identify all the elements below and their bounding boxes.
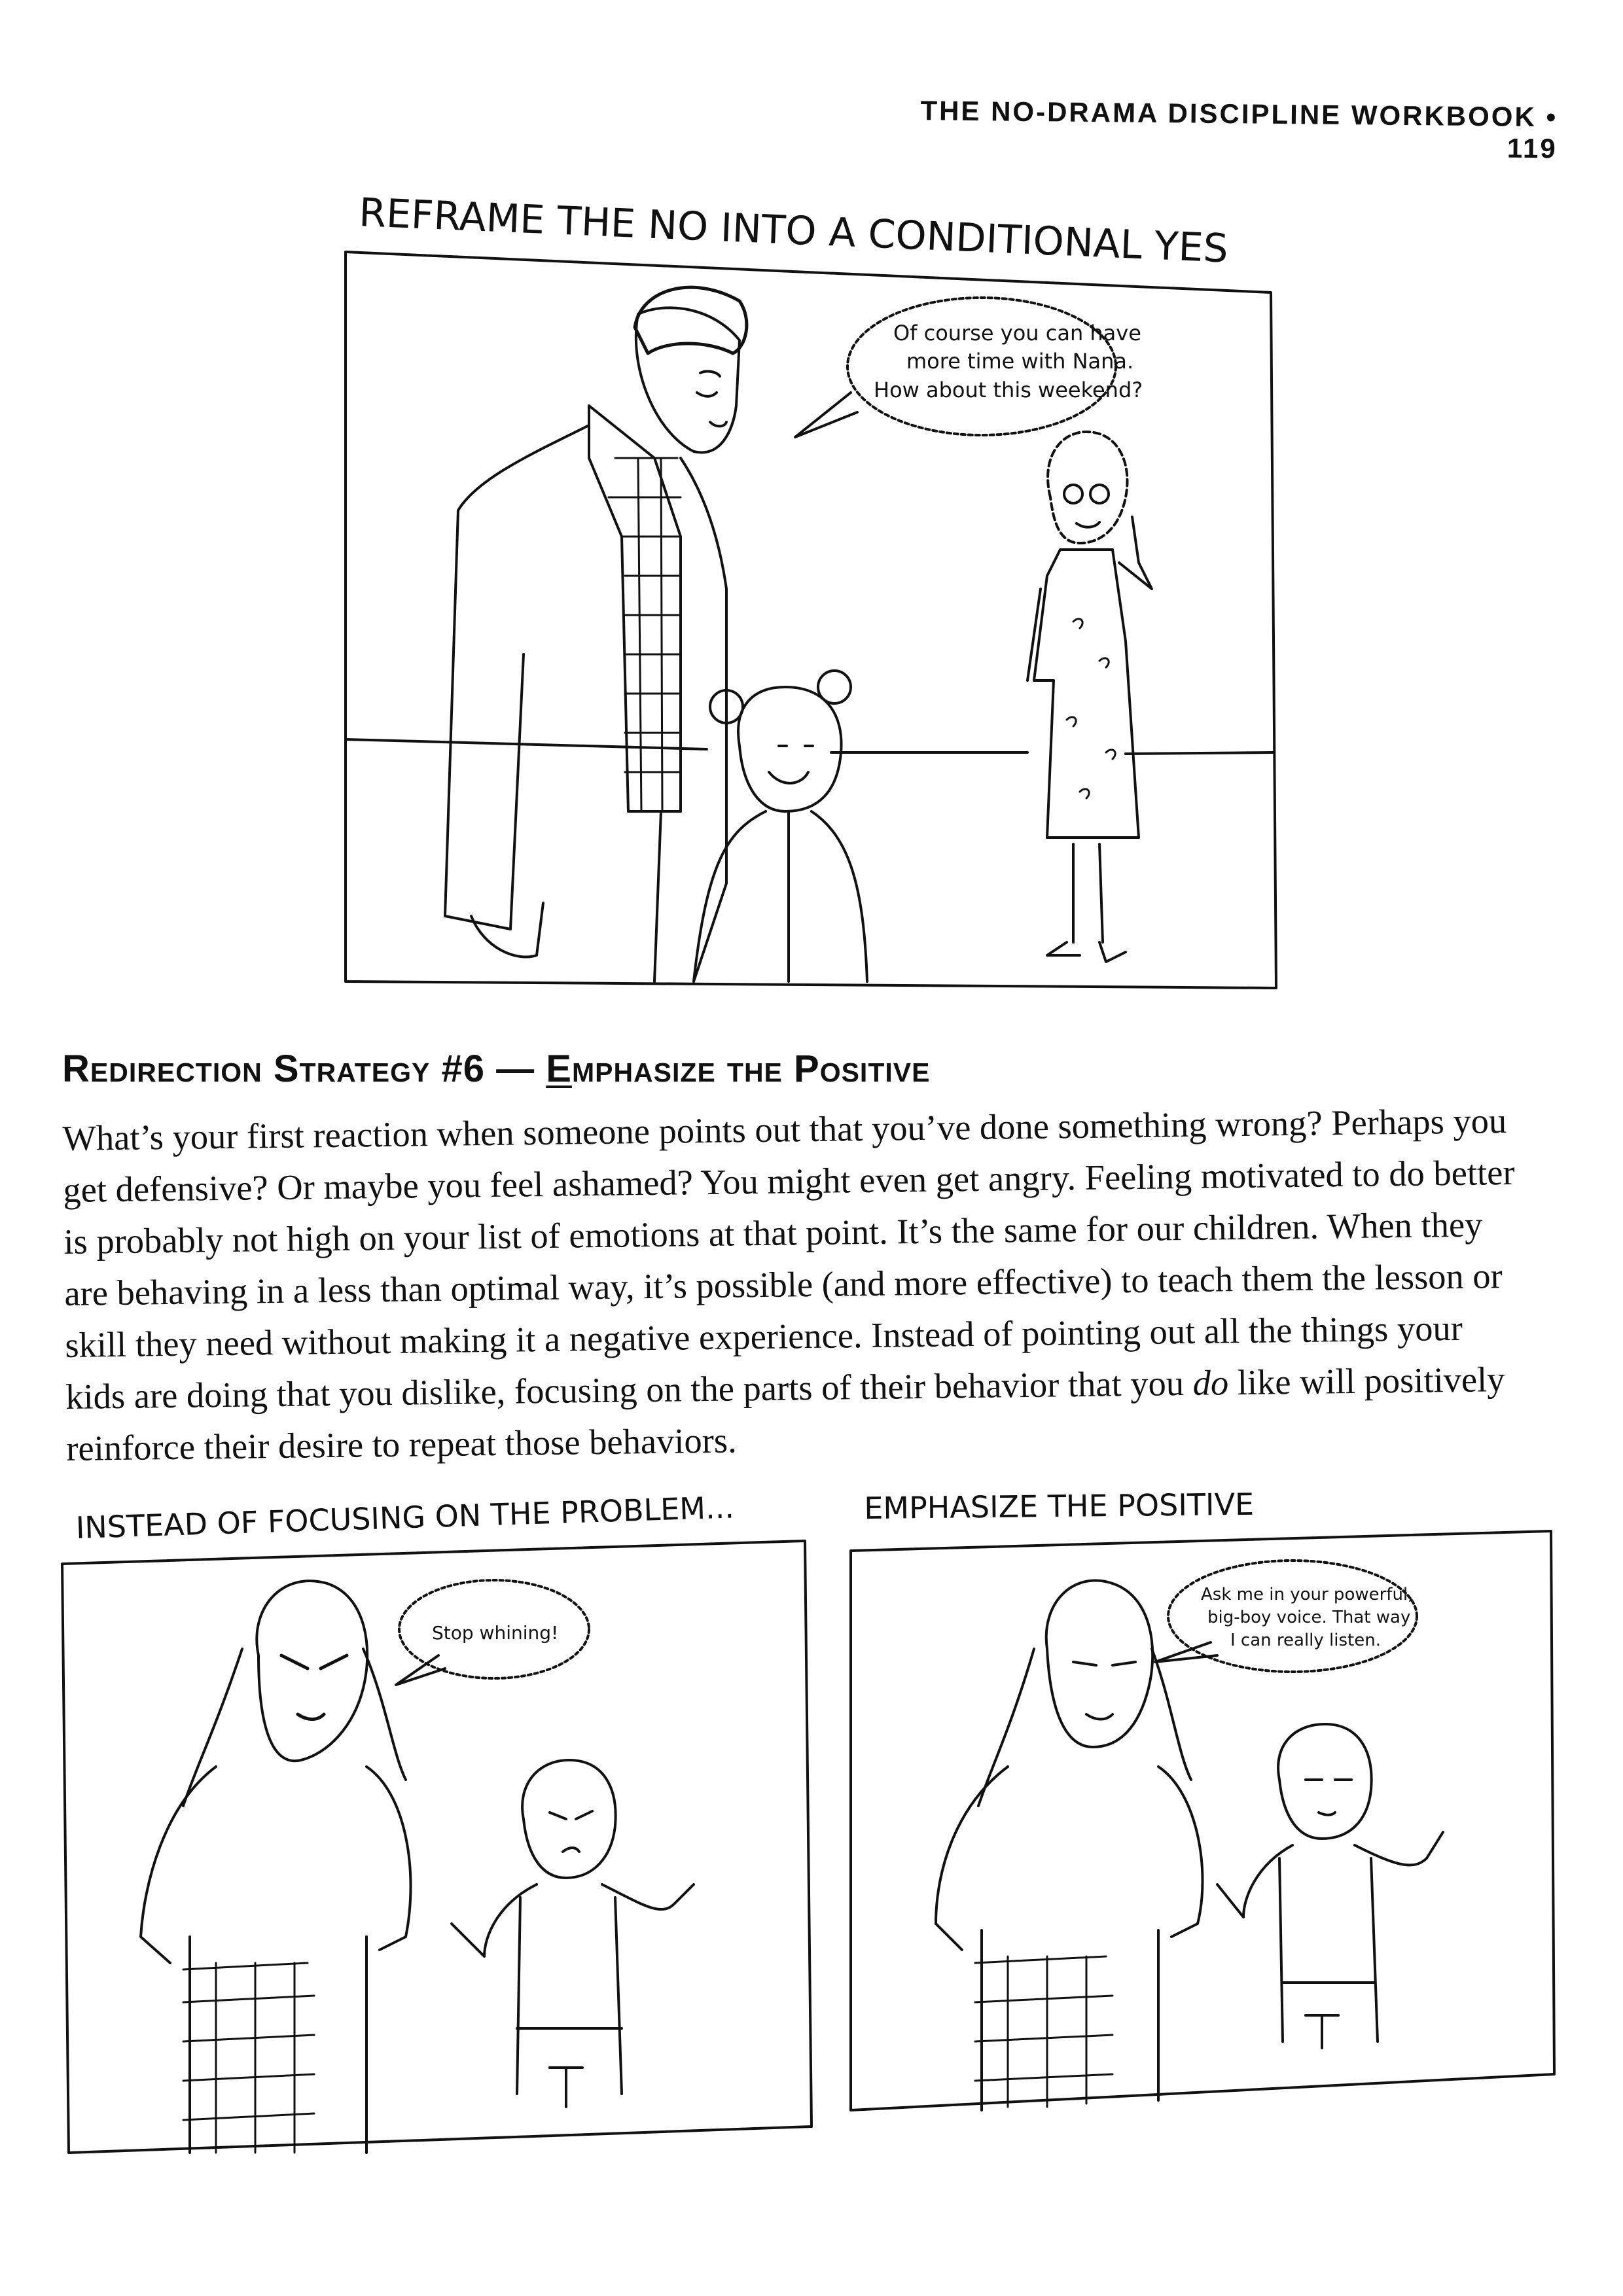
comic3-title: EMPHASIZE THE POSITIVE [864, 1486, 1255, 1526]
body-line-7: reinforce their desire to repeat those behaviors. [65, 1420, 738, 1468]
page-number: 119 [1507, 132, 1558, 164]
heading-rest: mphasize the Positive [571, 1048, 931, 1090]
comic2-speech-line1: Stop whining! [432, 1622, 559, 1644]
svg-text:I can really listen. [1230, 1631, 1381, 1650]
comic3-speech-line3: I can really listen. [1230, 1631, 1381, 1650]
body-line-6-end: like will positively [1228, 1359, 1505, 1403]
comic3-speech-line1: Ask me in your powerful, [1201, 1585, 1414, 1604]
comic1-speech-line1: Of course you can have [893, 321, 1141, 345]
body-line-2: get defensive? Or maybe you feel ashamed? You might even get angry. Feeling motivated to do better [63, 1152, 1515, 1210]
heading-underlined-letter: E [546, 1048, 572, 1090]
emphasis-word: do [1192, 1362, 1229, 1403]
body-line-3: is probably not high on your list of emotions at that point. It’s the same for our children. When they [63, 1204, 1483, 1262]
running-title: THE NO-DRAMA DISCIPLINE WORKBOOK [920, 95, 1537, 133]
comic3-speech-line2: big-boy voice. That way [1207, 1608, 1411, 1627]
body-line-4: are behaving in a less than optimal way, it’s possible (and more effective) to teach them the lesson or [64, 1256, 1503, 1313]
comic3-frame [851, 1531, 1554, 2110]
body-line-1: What’s your first reaction when someone points out that you’ve done something wrong? Perhaps you [62, 1101, 1507, 1158]
svg-text:Ask me in your powerful, [1201, 1585, 1413, 1604]
heading-prefix: Redirection Strategy #6 — [62, 1048, 546, 1090]
calm-mother-figure [1046, 1581, 1152, 1747]
comic1-speech-line2: more time with Nana. [906, 349, 1134, 374]
body-line-6-start: kids are doing that you dislike, focusing on the parts of their behavior that you [65, 1362, 1194, 1417]
comic1-title: REFRAME THE NO INTO A CONDITIONAL YES [358, 190, 1230, 272]
body-line-5: skill they need without making it a negative experience. Instead of pointing out all the things your [64, 1307, 1463, 1365]
calm-child-figure [1278, 1724, 1372, 1839]
comic2-title: INSTEAD OF FOCUSING ON THE PROBLEM... [75, 1489, 735, 1545]
svg-text:big-boy voice. That way [1207, 1608, 1410, 1627]
comic1-speech-line3: How about this weekend? [874, 378, 1143, 402]
header-separator: • [1546, 101, 1558, 133]
